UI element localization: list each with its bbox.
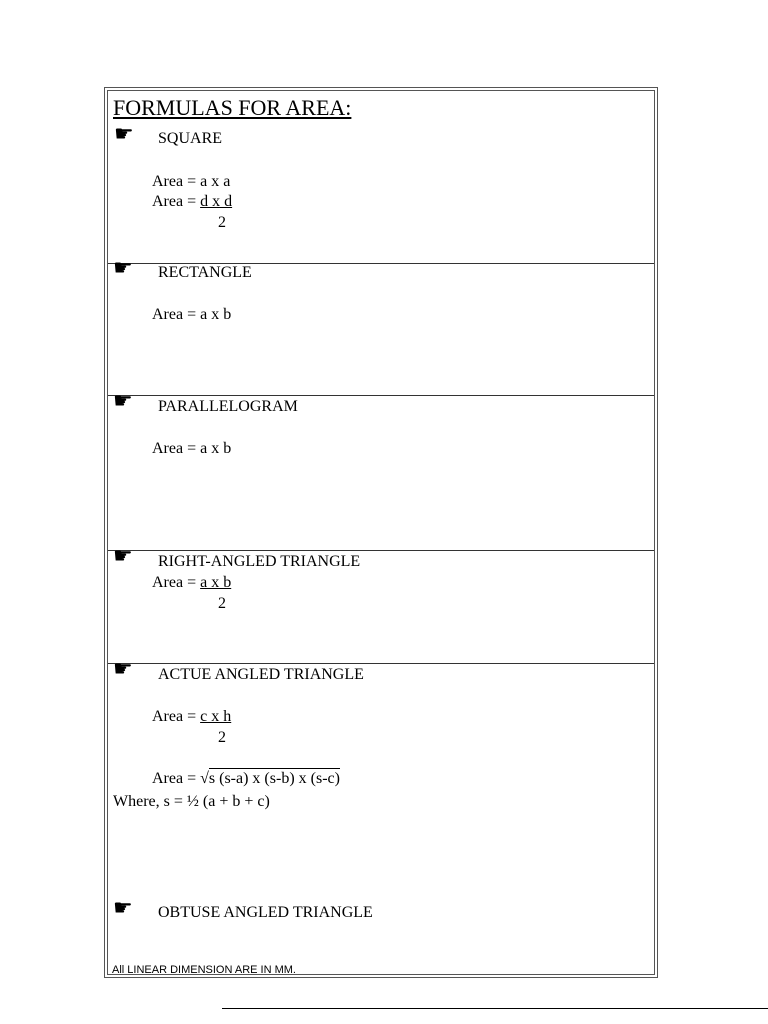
section-heading-square: SQUARE xyxy=(158,130,223,147)
square-formula-2 xyxy=(152,193,232,211)
right-triangle-formula-prefix: Area = xyxy=(152,574,201,591)
pointing-hand-icon: ☛ xyxy=(114,122,134,147)
pointing-hand-icon: ☛ xyxy=(113,389,133,414)
section-heading-parallelogram: PARALLELOGRAM xyxy=(158,398,298,415)
parallelogram-formula: Area = a x b xyxy=(152,440,232,457)
section-divider xyxy=(108,550,654,551)
page-title: FORMULAS FOR AREA: xyxy=(113,95,352,120)
acute-triangle-formula-1-prefix: Area = xyxy=(152,708,201,725)
acute-triangle-where-clause: Where, s = ½ (a + b + c) xyxy=(113,793,270,810)
acute-triangle-formula-2-prefix: Area = √ xyxy=(152,770,209,787)
acute-triangle-formula-2 xyxy=(152,770,340,788)
square-formula-1: Area = a x a xyxy=(152,173,231,190)
pointing-hand-icon: ☛ xyxy=(113,896,133,921)
square-formula-2-numerator: d x d xyxy=(200,193,233,210)
acute-triangle-formula-1-numerator: c x h xyxy=(200,708,232,725)
page-bottom-rule xyxy=(222,1008,768,1009)
square-formula-2-denominator: 2 xyxy=(218,214,226,231)
pointing-hand-icon: ☛ xyxy=(113,544,133,569)
section-heading-obtuse-triangle: OBTUSE ANGLED TRIANGLE xyxy=(158,904,373,921)
right-triangle-formula-denominator: 2 xyxy=(218,595,226,612)
section-heading-acute-triangle: ACTUE ANGLED TRIANGLE xyxy=(158,666,364,683)
section-divider xyxy=(108,395,654,396)
right-triangle-formula-numerator: a x b xyxy=(200,574,232,591)
pointing-hand-icon: ☛ xyxy=(113,657,133,682)
section-heading-right-triangle: RIGHT-ANGLED TRIANGLE xyxy=(158,553,361,570)
acute-triangle-formula-1-denominator: 2 xyxy=(218,729,226,746)
acute-triangle-formula-2-radicand: s (s-a) x (s-b) x (s-c) xyxy=(208,770,340,787)
footnote: All LINEAR DIMENSION ARE IN MM. xyxy=(112,964,296,976)
section-divider xyxy=(108,663,654,664)
acute-triangle-formula-1 xyxy=(152,708,231,726)
right-triangle-formula xyxy=(152,574,231,592)
inner-border xyxy=(107,90,655,975)
pointing-hand-icon: ☛ xyxy=(113,256,133,281)
square-formula-2-prefix: Area = xyxy=(152,193,201,210)
section-heading-rectangle: RECTANGLE xyxy=(158,264,252,281)
rectangle-formula: Area = a x b xyxy=(152,306,232,323)
